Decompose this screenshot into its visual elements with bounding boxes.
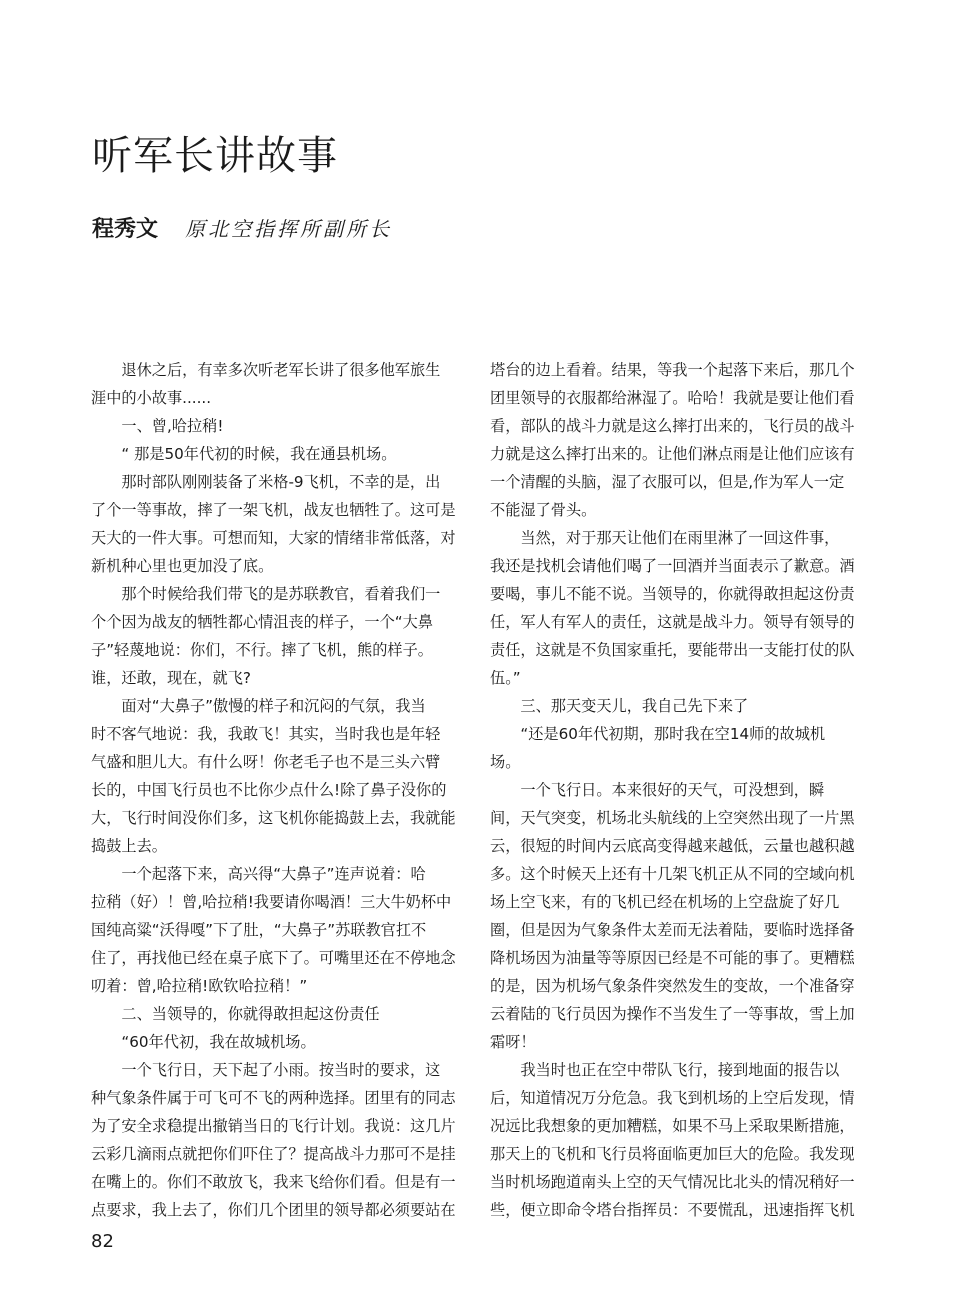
text-line: 为了安全求稳提出撤销当日的飞行计划。我说：这几片 <box>91 1117 456 1135</box>
text-line: 国纯高粱“沃得嘎”下了肚，“大鼻子”苏联教官扛不 <box>91 921 427 939</box>
text-line: 塔台的边上看着。结果，等我一个起落下来后，那几个 <box>490 361 855 379</box>
text-line: 一个清醒的头脑，湿了衣服可以，但是,作为军人一定 <box>490 473 845 491</box>
text-line: 些，便立即命令塔台指挥员：不要慌乱，迅速指挥飞机 <box>490 1201 855 1219</box>
text-line: 涯中的小故事...... <box>91 389 212 407</box>
text-line: 霜呀！ <box>490 1033 536 1051</box>
text-line: 力就是这么摔打出来的。让他们淋点雨是让他们应该有 <box>490 445 855 463</box>
text-line: 后，知道情况万分危急。我飞到机场的上空后发现，情 <box>490 1089 855 1107</box>
text-line: 间，天气突变，机场北头航线的上空突然出现了一片黑 <box>490 809 855 827</box>
text-line: 退休之后，有幸多次听老军长讲了很多他军旅生 <box>91 361 441 379</box>
text-line: 拉稍（好）！曾,哈拉稍!我要请你喝酒！三大牛奶杯中 <box>91 893 452 911</box>
text-line: “60年代初，我在故城机场。 <box>91 1033 316 1051</box>
text-line: 种气象条件属于可飞可不飞的两种选择。团里有的同志 <box>91 1089 456 1107</box>
text-line: 长的，中国飞行员也不比你少点什么!除了鼻子没你的 <box>91 781 447 799</box>
text-line: 点要求，我上去了，你们几个团里的领导都必须要站在 <box>91 1201 456 1219</box>
text-line: 新机种心里也更加没了底。 <box>91 557 274 575</box>
text-line: 那天上的飞机和飞行员将面临更加巨大的危险。我发现 <box>490 1145 855 1163</box>
text-line: 云，很短的时间内云底高变得越来越低，云量也越积越 <box>490 837 855 855</box>
text-line: 当时机场跑道南头上空的天气情况比北头的情况稍好一 <box>490 1173 855 1191</box>
text-line: 个个因为战友的牺牲都心情沮丧的样子，一个“大鼻 <box>91 613 433 631</box>
text-line: 气盛和胆儿大。有什么呀！你老毛子也不是三头六臂 <box>91 753 441 771</box>
text-line: 时不客气地说：我，我敢飞！其实，当时我也是年轻 <box>91 725 441 743</box>
text-line: 场。 <box>490 753 521 771</box>
text-line: 大，飞行时间没你们多，这飞机你能捣鼓上去，我就能 <box>91 809 456 827</box>
page-number: 82 <box>91 1231 114 1252</box>
text-line: 降机场因为油量等等原因已经是不可能的事了。更糟糕 <box>490 949 855 967</box>
text-line: 一个飞行日，天下起了小雨。按当时的要求，这 <box>91 1061 441 1079</box>
text-line: 圈，但是因为气象条件太差而无法着陆，要临时选择备 <box>490 921 855 939</box>
text-line: 多。这个时候天上还有十几架飞机正从不同的空域向机 <box>490 865 855 883</box>
text-line: 三、那天变天儿，我自己先下来了 <box>490 697 749 715</box>
text-line: 一、曾,哈拉稍! <box>91 417 224 435</box>
text-line: 一个飞行日。本来很好的天气，可没想到，瞬 <box>490 781 825 799</box>
text-line: 云着陆的飞行员因为操作不当发生了一等事故，雪上加 <box>490 1005 855 1023</box>
text-line: 那时部队刚刚装备了米格-9飞机，不幸的是，出 <box>91 473 441 491</box>
text-line: 在嘴上的。你们不敢放飞，我来飞给你们看。但是有一 <box>91 1173 456 1191</box>
text-line: 住了，再找他已经在桌子底下了。可嘴里还在不停地念 <box>91 949 456 967</box>
text-line: 谁，还敢，现在，就飞? <box>91 669 251 687</box>
text-line: 我当时也正在空中带队飞行，接到地面的报告以 <box>490 1061 840 1079</box>
text-line: 叨着：曾,哈拉稍!欧钦哈拉稍！” <box>91 977 308 995</box>
text-line: 当然，对于那天让他们在雨里淋了一回这件事， <box>490 529 840 547</box>
text-line: 责任，这就是不负国家重托，要能带出一支能打仗的队 <box>490 641 855 659</box>
text-line: 天大的一件大事。可想而知，大家的情绪非常低落，对 <box>91 529 456 547</box>
article-title: 听军长讲故事 <box>92 133 338 179</box>
text-line: 我还是找机会请他们喝了一回酒并当面表示了歉意。酒 <box>490 557 855 575</box>
text-line: 子”轻蔑地说：你们，不行。摔了飞机，熊的样子。 <box>91 641 433 659</box>
text-line: 面对“大鼻子”傲慢的样子和沉闷的气氛，我当 <box>91 697 426 715</box>
text-line: 那个时候给我们带飞的是苏联教官，看着我们一 <box>91 585 441 603</box>
text-line: 二、当领导的，你就得敢担起这份责任 <box>91 1005 380 1023</box>
text-line: 况远比我想象的更加糟糕，如果不马上采取果断措施， <box>490 1117 855 1135</box>
text-line: 一个起落下来，高兴得“大鼻子”连声说着：哈 <box>91 865 426 883</box>
text-line: 要喝，事儿不能不说。当领导的，你就得敢担起这份责 <box>490 585 855 603</box>
text-line: 场上空飞来，有的飞机已经在机场的上空盘旋了好几 <box>490 893 840 911</box>
text-line: “还是60年代初期，那时我在空14师的故城机 <box>490 725 826 743</box>
author-affiliation: 原北空指挥所副所长 <box>185 217 393 241</box>
text-line: 云彩几滴雨点就把你们吓住了？提高战斗力那可不是挂 <box>91 1145 456 1163</box>
text-line: 的是，因为机场气象条件突然发生的变故，一个准备穿 <box>490 977 855 995</box>
text-line: “ 那是50年代初的时候，我在通县机场。 <box>91 445 397 463</box>
text-line: 伍。” <box>490 669 521 687</box>
text-line: 看，部队的战斗力就是这么摔打出来的，飞行员的战斗 <box>490 417 855 435</box>
left-column <box>91 356 469 1224</box>
author-name: 程秀文 <box>92 217 159 242</box>
text-line: 捣鼓上去。 <box>91 837 167 855</box>
text-line: 不能湿了骨头。 <box>490 501 597 519</box>
text-line: 团里领导的衣服都给淋湿了。哈哈！我就是要让他们看 <box>490 389 855 407</box>
text-line: 了个一等事故，摔了一架飞机，战友也牺牲了。这可是 <box>91 501 456 519</box>
text-line: 任，军人有军人的责任，这就是战斗力。领导有领导的 <box>490 613 855 631</box>
right-column <box>490 356 868 1224</box>
byline <box>92 212 392 246</box>
